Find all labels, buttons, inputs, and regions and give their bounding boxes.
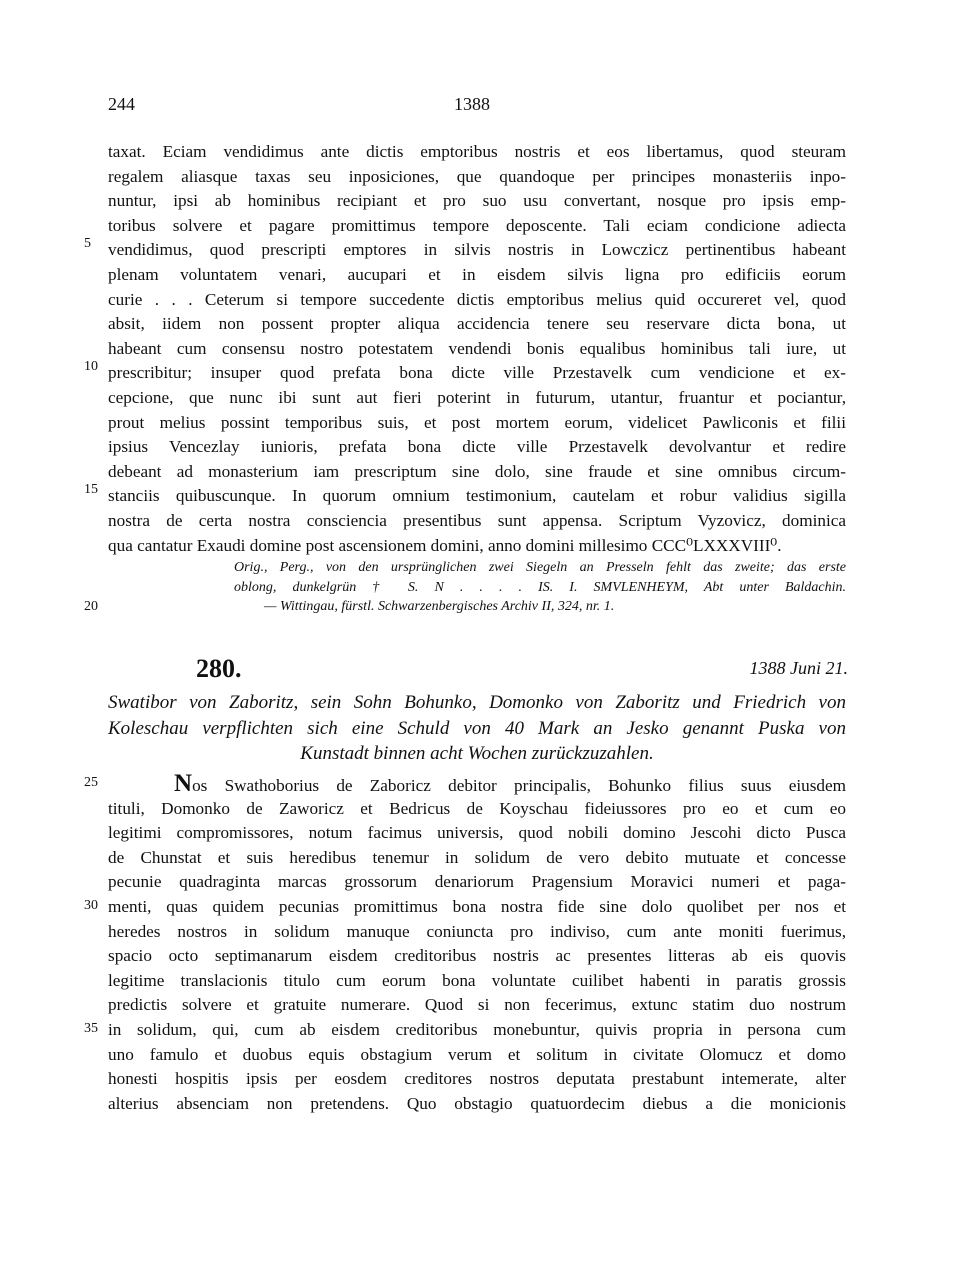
text-line: nuntur, ipsi ab hominibus recipiant et pro suo usu convertant, nosque pro ipsis emp-: [108, 191, 846, 211]
note-line: — Wittingau, fürstl. Schwarzenbergisches Archiv II, 324, nr. 1.: [264, 599, 615, 614]
text-line: tituli, Domonko de Zaworicz et Bedricus de Koyschau fideiussores pro eo et cum eo: [108, 798, 846, 818]
margin-line-number: 35: [84, 1021, 98, 1036]
text-block-2: [108, 772, 846, 1116]
regest-line: Swatibor von Zaboritz, sein Sohn Bohunko, Domonko von Zaboritz und Friedrich von: [108, 692, 846, 713]
text-line: toribus solvere et pagare promittimus tempore deposcente. Tali eciam condicione adiecta: [108, 215, 846, 235]
text-line: regalem aliasque taxas seu inposiciones, que quandoque per principes monasteriis inpo-: [108, 166, 846, 186]
page-header: [108, 94, 850, 118]
text-line: pecunie quadraginta marcas grossorum denariorum Pragensium Moravici numeri et paga-: [108, 872, 846, 892]
text-line: plenam voluntatem venari, aucupari et in eisdem silvis ligna pro edificiis eorum: [108, 264, 846, 284]
note-line: Orig., Perg., von den ursprünglichen zwei Siegeln an Presseln fehlt das zweite; das erste: [234, 560, 846, 575]
text-block-1: [108, 140, 846, 558]
text-line: absit, iidem non possent propter aliqua accidencia tenere seu reservare dicta bona, ut: [108, 314, 846, 334]
margin-line-number: 25: [84, 775, 98, 790]
margin-line-number: 15: [84, 482, 98, 497]
first-line-text: os Swathoborius de Zaboricz debitor principalis, Bohunko filius suus eiusdem: [192, 776, 846, 795]
margin-line-number: 20: [84, 599, 98, 614]
initial-letter: N: [174, 770, 193, 797]
text-line: predictis solvere et gratuite numerare. Quod si non fecerimus, extunc statim duo nostrum: [108, 995, 846, 1015]
regest-line: Kunstadt binnen acht Wochen zurückzuzahlen.: [300, 743, 654, 764]
text-line: de Chunstat et suis heredibus tenemur in solidum de vero debito mutuate et concesse: [108, 847, 846, 867]
text-line: ipsius Vencezlay iunioris, prefata bona dicte ville Przestavelk devolvantur et redire: [108, 437, 846, 457]
margin-line-number: 5: [84, 236, 91, 251]
text-line: legitimi compromissores, notum facimus universis, quod nobili domino Jescohi dicto Pusca: [108, 823, 846, 843]
first-text-line: [108, 772, 846, 797]
text-line: habeant cum consensu nostro potestatem vendendi bonis equalibus hominibus tali iure, ut: [108, 338, 846, 358]
text-line: honesti hospitis ipsis per eosdem creditores nostros deputata prestabunt intemerate, alter: [108, 1069, 846, 1089]
page-number: 244: [108, 94, 135, 114]
margin-line-number: 30: [84, 898, 98, 913]
text-line: cepcione, que nunc ibi sunt aut fieri poterint in futurum, utantur, fruantur et pociantur,: [108, 387, 846, 407]
text-line: debeant ad monasterium iam prescriptum sine dolo, sine fraude et sine omnibus circum-: [108, 461, 846, 481]
text-line: prescribitur; insuper quod prefata bona dicte ville Przestavelk cum vendicione et ex-: [108, 363, 846, 383]
text-line: in solidum, qui, cum ab eisdem creditoribus monebuntur, quivis propria in persona cum: [108, 1019, 846, 1039]
running-year: 1388: [454, 94, 490, 114]
text-line: spacio octo septimanarum eisdem creditoribus nostris ac presentes litteras ab eis quovis: [108, 946, 846, 966]
text-line: nostra de certa nostra consciencia presentibus sunt appensa. Scriptum Vyzovicz, dominica: [108, 510, 846, 530]
document-date: 1388 Juni 21.: [749, 658, 848, 678]
archival-note: [234, 558, 846, 617]
regest: [108, 690, 846, 767]
document-number: 280.: [196, 654, 242, 683]
regest-line: Koleschau verpflichten sich eine Schuld von 40 Mark an Jesko genannt Puska von: [108, 717, 846, 739]
text-line: uno famulo et duobus equis obstagium verum et solitum in civitate Olomucz et domo: [108, 1044, 846, 1064]
text-line: menti, quas quidem pecunias promittimus bona nostra fide sine dolo quolibet per nos et: [108, 896, 846, 916]
text-line: heredes nostros in solidum manuque coniuncta pro indiviso, cum ante moniti fuerimus,: [108, 921, 846, 941]
text-line: prout melius possint temporibus suis, et post mortem eorum, videlicet Pawliconis et filii: [108, 412, 846, 432]
text-line: curie . . . Ceterum si tempore succedente dictis emptoribus melius quid occureret vel, quod: [108, 289, 846, 309]
text-line: taxat. Eciam vendidimus ante dictis emptoribus nostris et eos libertamus, quod steuram: [108, 142, 846, 161]
text-line: vendidimus, quod prescripti emptores in silvis nostris in Lowczicz pertinentibus habeant: [108, 240, 846, 260]
note-line: oblong, dunkelgrün † S. N . . . . IS. I. SMVLENHEYM, Abt unter Baldachin.: [234, 579, 846, 595]
text-line: legitime translacionis titulo cum eorum bona voluntate cuilibet habenti in paratis grossis: [108, 970, 846, 990]
text-line: stanciis quibuscunque. In quorum omnium testimonium, cautelam et robur validius sigilla: [108, 486, 846, 506]
text-line: qua cantatur Exaudi domine post ascensionem domini, anno domini millesimo CCC⁰LXXXVIII⁰.: [108, 535, 782, 555]
text-line: alterius absenciam non pretendens. Quo obstagio quatuordecim diebus a die monicionis: [108, 1093, 846, 1113]
margin-line-number: 10: [84, 359, 98, 374]
